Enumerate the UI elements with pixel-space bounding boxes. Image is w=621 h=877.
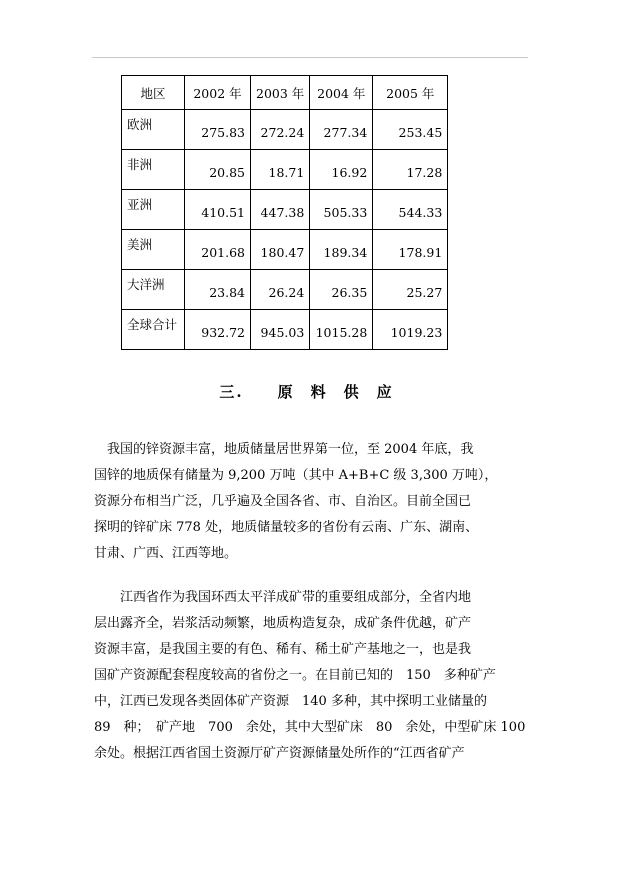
cell-2005: 253.45 [373,110,448,150]
row-region: 大洋洲 [122,270,185,310]
text-line: 资源丰富，是我国主要的有色、稀有、稀土矿产基地之一，也是我 [94,642,472,657]
section-title-char: 料 [310,383,328,401]
header-2003: 2003 年 [251,76,310,110]
cell-2002: 23.84 [185,270,251,310]
table-header-row [122,76,448,110]
text-line: 探明的锌矿床 778 处，地质储量较多的省份有云南、广东、湖南、 [94,520,479,535]
cell-2003: 18.71 [251,150,310,190]
cell-2003: 945.03 [251,310,310,350]
cell-2005: 544.33 [373,190,448,230]
text-line: 资源分布相当广泛，几乎遍及全国各省、市、自治区。目前全国已 [94,494,472,509]
table-row [122,270,448,310]
cell-2005: 17.28 [373,150,448,190]
cell-2004: 277.34 [310,110,373,150]
table-row [122,150,448,190]
paragraph-jiangxi-minerals [94,585,530,767]
text-line: 层出露齐全，岩浆活动频繁，地质构造复杂，成矿条件优越，矿产 [94,616,472,631]
text-line: 89 种； 矿产地 700 余处，其中大型矿床 80 余处，中型矿床 100 [94,720,526,735]
table-row-total [122,310,448,350]
text-line: 国矿产资源配套程度较高的省份之一。在目前已知的 150 多种矿产 [94,668,496,683]
header-rule [92,57,528,58]
cell-2005: 178.91 [373,230,448,270]
cell-2003: 180.47 [251,230,310,270]
cell-2003: 272.24 [251,110,310,150]
cell-2002: 201.68 [185,230,251,270]
row-region: 非洲 [122,150,185,190]
cell-2002: 410.51 [185,190,251,230]
table-row [122,110,448,150]
section-title-char: 原 [277,383,295,401]
row-region: 亚洲 [122,190,185,230]
text-line: 余处。根据江西省国土资源厅矿产资源储量处所作的“江西省矿产 [94,746,465,761]
cell-2002: 20.85 [185,150,251,190]
production-table [121,75,448,350]
cell-2003: 26.24 [251,270,310,310]
cell-2005: 25.27 [373,270,448,310]
table-row [122,230,448,270]
row-region: 欧洲 [122,110,185,150]
header-2005: 2005 年 [373,76,448,110]
paragraph-zinc-resources [94,437,530,567]
cell-2005: 1019.23 [373,310,448,350]
text-line: 江西省作为我国环西太平洋成矿带的重要组成部分，全省内地 [94,590,472,605]
section-heading [0,381,621,402]
text-line: 我国的锌资源丰富，地质储量居世界第一位，至 2004 年底，我 [94,442,474,457]
section-title-char: 应 [376,383,394,401]
cell-2004: 189.34 [310,230,373,270]
row-region: 全球合计 [122,310,185,350]
text-line: 国锌的地质保有储量为 9,200 万吨（其中 A+B+C 级 3,300 万吨）， [94,468,498,483]
header-region: 地区 [122,76,185,110]
table-row [122,190,448,230]
cell-2002: 932.72 [185,310,251,350]
section-number: 三. [219,383,244,401]
cell-2004: 16.92 [310,150,373,190]
header-2004: 2004 年 [310,76,373,110]
header-2002: 2002 年 [185,76,251,110]
cell-2004: 505.33 [310,190,373,230]
row-region: 美洲 [122,230,185,270]
cell-2004: 26.35 [310,270,373,310]
section-title-char: 供 [343,383,361,401]
text-line: 中，江西已发现各类固体矿产资源 140 多种，其中探明工业储量的 [94,694,487,709]
cell-2004: 1015.28 [310,310,373,350]
cell-2002: 275.83 [185,110,251,150]
cell-2003: 447.38 [251,190,310,230]
text-line: 甘肃、广西、江西等地。 [94,546,238,561]
